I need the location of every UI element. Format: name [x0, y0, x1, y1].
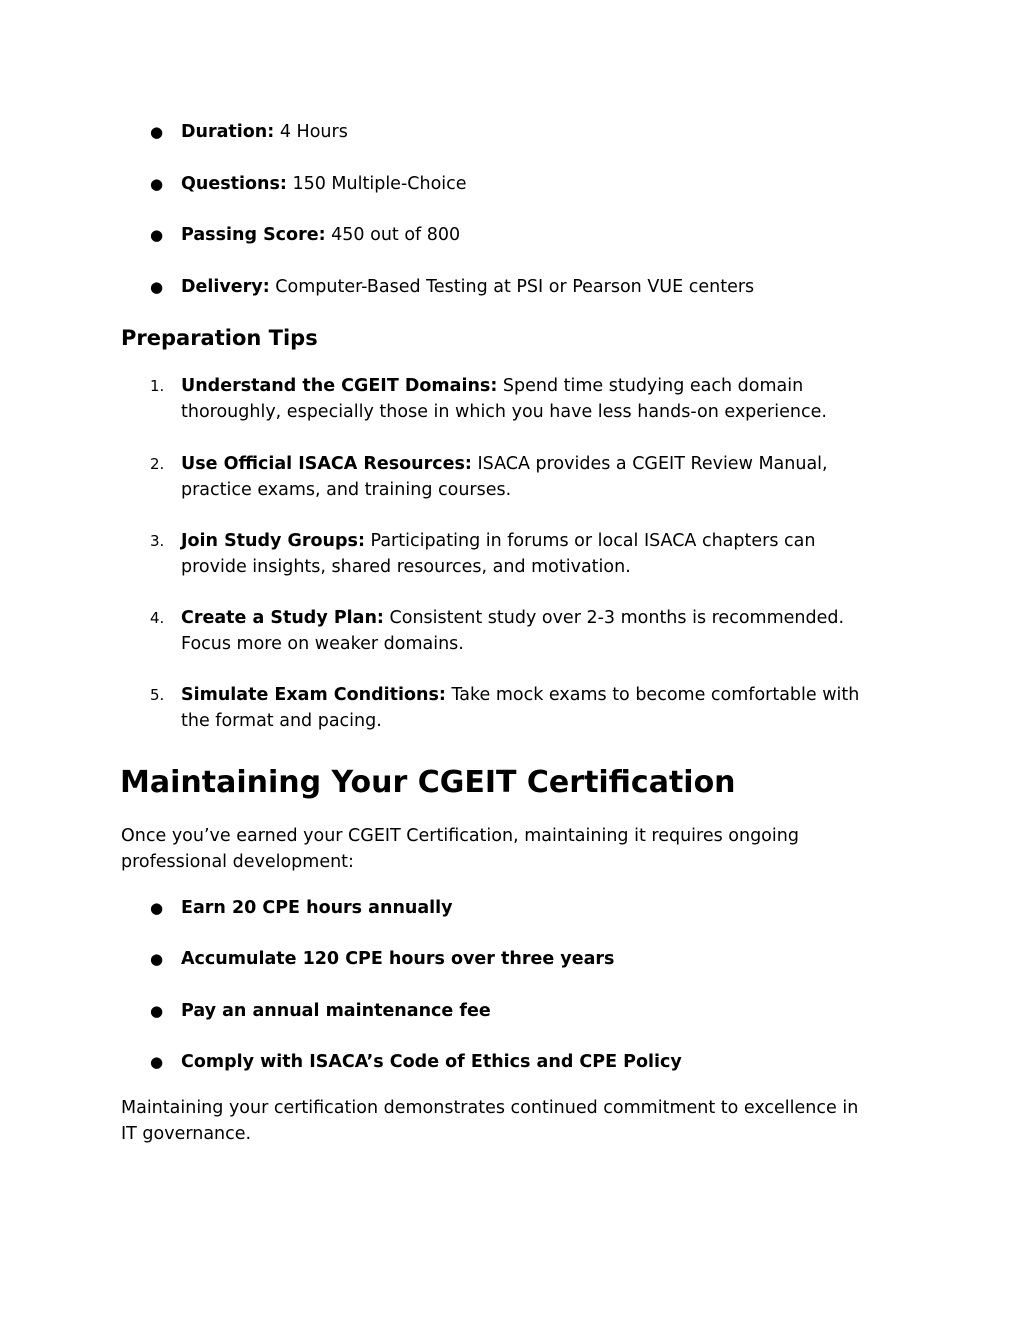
tip-item-line [181, 682, 859, 708]
tip-item-line [181, 451, 828, 477]
tip-item-line: practice exams, and training courses. [181, 480, 512, 500]
bullet-icon: ● [150, 123, 164, 141]
closing-paragraph: IT governance. [121, 1124, 252, 1144]
requirement-item: Pay an annual maintenance fee [181, 1001, 491, 1021]
tip-text: Consistent study over 2-3 months is recommended. [389, 608, 845, 628]
tip-text: ISACA provides a CGEIT Review Manual, [477, 454, 828, 474]
bullet-icon: ● [150, 226, 164, 244]
tip-number: 4. [150, 609, 165, 627]
exam-detail-label: Duration: [181, 122, 275, 142]
tip-label: Understand the CGEIT Domains: [181, 376, 498, 396]
tip-item-line [181, 373, 803, 399]
tip-item-line: the format and pacing. [181, 711, 382, 731]
requirement-item: Accumulate 120 CPE hours over three years [181, 949, 615, 969]
exam-detail-value: 4 Hours [279, 122, 348, 142]
tip-number: 1. [150, 377, 165, 395]
tip-number: 3. [150, 532, 165, 550]
exam-detail-value: 150 Multiple-Choice [292, 174, 467, 194]
maintaining-intro: Once you’ve earned your CGEIT Certification, maintaining it requires ongoing [121, 826, 799, 846]
tip-item-line: thoroughly, especially those in which you have less hands-on experience. [181, 402, 827, 422]
tip-label: Use Official ISACA Resources: [181, 454, 472, 474]
bullet-icon: ● [150, 1053, 164, 1071]
exam-detail-item [181, 119, 348, 145]
tip-text: Participating in forums or local ISACA chapters can [370, 531, 816, 551]
exam-detail-label: Delivery: [181, 277, 270, 297]
exam-detail-item [181, 274, 754, 300]
bullet-icon: ● [150, 175, 164, 193]
exam-detail-value: Computer-Based Testing at PSI or Pearson VUE centers [275, 277, 755, 297]
exam-detail-label: Passing Score: [181, 225, 326, 245]
tip-item-line: Focus more on weaker domains. [181, 634, 464, 654]
tip-label: Join Study Groups: [181, 531, 365, 551]
exam-detail-label: Questions: [181, 174, 287, 194]
bullet-icon: ● [150, 899, 164, 917]
requirement-item: Earn 20 CPE hours annually [181, 898, 453, 918]
tip-item-line [181, 528, 815, 554]
exam-detail-value: 450 out of 800 [331, 225, 461, 245]
requirement-item: Comply with ISACA’s Code of Ethics and CPE Policy [181, 1052, 682, 1072]
tip-text: Spend time studying each domain [502, 376, 804, 396]
tip-number: 2. [150, 455, 165, 473]
tip-label: Create a Study Plan: [181, 608, 384, 628]
closing-paragraph: Maintaining your certification demonstrates continued commitment to excellence in [121, 1098, 859, 1118]
bullet-icon: ● [150, 278, 164, 296]
exam-detail-item [181, 222, 460, 248]
tip-text: Take mock exams to become comfortable with [451, 685, 860, 705]
maintaining-heading: Maintaining Your CGEIT Certification [120, 765, 736, 800]
bullet-icon: ● [150, 1002, 164, 1020]
preparation-heading: Preparation Tips [121, 326, 318, 350]
tip-item-line: provide insights, shared resources, and motivation. [181, 557, 631, 577]
tip-item-line [181, 605, 844, 631]
bullet-icon: ● [150, 950, 164, 968]
tip-label: Simulate Exam Conditions: [181, 685, 446, 705]
maintaining-intro: professional development: [121, 852, 354, 872]
tip-number: 5. [150, 686, 165, 704]
exam-detail-item [181, 171, 467, 197]
